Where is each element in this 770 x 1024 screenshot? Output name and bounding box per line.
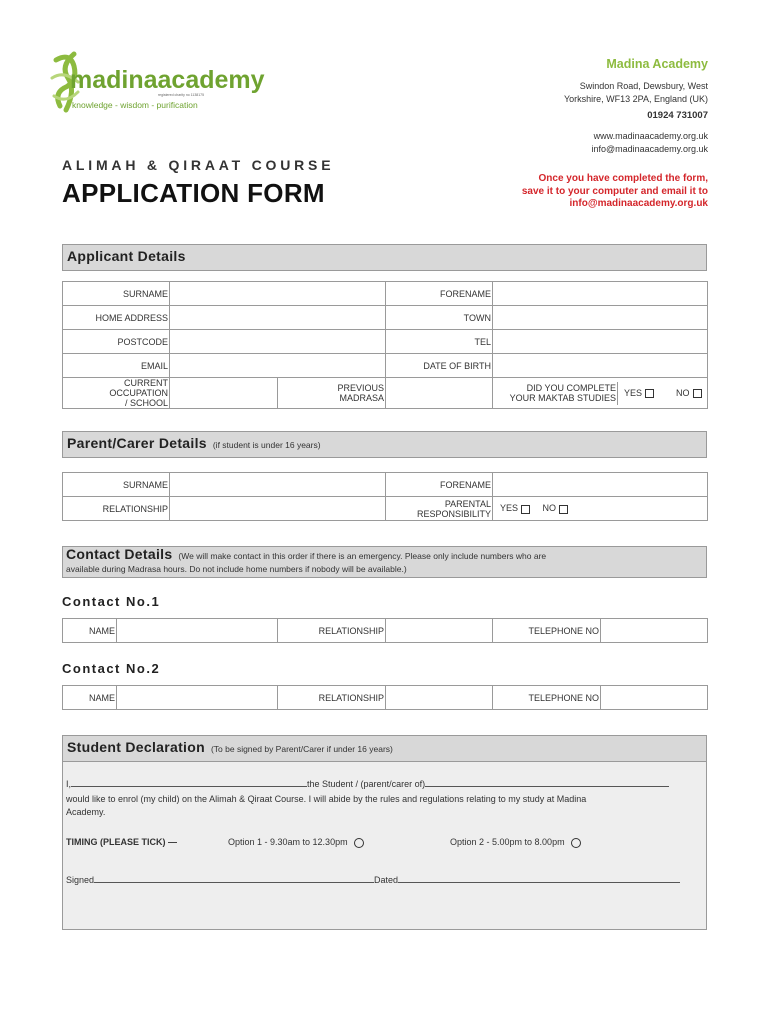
svg-text:knowledge - wisdom - purificat: knowledge - wisdom - purification bbox=[72, 100, 198, 110]
org-web bbox=[591, 130, 708, 156]
org-phone: 01924 731007 bbox=[647, 110, 708, 121]
contact-2-telephone-label: TELEPHONE NO bbox=[493, 686, 601, 710]
email-field[interactable] bbox=[170, 354, 386, 378]
tel-label: TEL bbox=[386, 330, 493, 354]
contact-2-title: Contact No.2 bbox=[62, 661, 161, 676]
town-field[interactable] bbox=[493, 306, 708, 330]
contact-1-name-field[interactable] bbox=[117, 619, 278, 643]
declaration-line-1: I, the Student / (parent/carer of) bbox=[66, 777, 669, 791]
tel-field[interactable] bbox=[493, 330, 708, 354]
parent-forename-label: FORENAME bbox=[386, 473, 493, 497]
madina-academy-logo bbox=[50, 48, 265, 116]
option-1-radio[interactable] bbox=[354, 838, 364, 848]
email-label: EMAIL bbox=[63, 354, 170, 378]
contact-1-relationship-field[interactable] bbox=[386, 619, 493, 643]
parent-forename-field[interactable] bbox=[493, 473, 708, 497]
declaration-line-3: Academy. bbox=[66, 807, 106, 817]
contact-1-table bbox=[62, 618, 708, 643]
signature-line: Signed Dated bbox=[66, 873, 680, 887]
maktab-yes-option[interactable]: YES bbox=[624, 388, 654, 398]
declaration-line-2: would like to enrol (my child) on the Alimah & Qiraat Course. I will abide by the rules and regulations relating to my study at Madina bbox=[66, 794, 587, 804]
signature-blank[interactable] bbox=[94, 873, 374, 883]
madrasa-field[interactable] bbox=[386, 378, 493, 409]
option-1[interactable]: Option 1 - 9.30am to 12.30pm bbox=[228, 836, 364, 849]
home-address-field[interactable] bbox=[170, 306, 386, 330]
contact-1-relationship-label: RELATIONSHIP bbox=[278, 619, 386, 643]
svg-text:madinaacademy: madinaacademy bbox=[70, 66, 265, 94]
occupation-label: CURRENT OCCUPATION / SCHOOL bbox=[63, 378, 170, 409]
parent-table bbox=[62, 472, 708, 521]
date-blank[interactable] bbox=[398, 873, 680, 883]
declaration-box bbox=[62, 735, 707, 930]
submit-note: Once you have completed the form, save it to your computer and email it to info@madinaacademy.org.uk bbox=[521, 173, 708, 209]
contact-2-relationship-field[interactable] bbox=[386, 686, 493, 710]
svg-text:registered charity no 1138175: registered charity no 1138175 bbox=[158, 93, 205, 97]
contact-2-relationship-label: RELATIONSHIP bbox=[278, 686, 386, 710]
option-2[interactable]: Option 2 - 5.00pm to 8.00pm bbox=[450, 836, 581, 849]
org-address: Swindon Road, Dewsbury, West Yorkshire, WF13 2PA, England (UK) bbox=[563, 81, 708, 104]
parent-surname-label: SURNAME bbox=[63, 473, 170, 497]
website-link[interactable]: www.madinaacademy.org.uk bbox=[593, 131, 708, 141]
dob-field[interactable] bbox=[493, 354, 708, 378]
parent-surname-field[interactable] bbox=[170, 473, 386, 497]
contact-1-name-label: NAME bbox=[63, 619, 117, 643]
maktab-yes-checkbox[interactable] bbox=[645, 389, 654, 398]
maktab-question: DID YOU COMPLETE YOUR MAKTAB STUDIES YES NO bbox=[493, 378, 708, 409]
contact-2-table bbox=[62, 685, 708, 710]
contact-1-title: Contact No.1 bbox=[62, 594, 161, 609]
contact-2-name-label: NAME bbox=[63, 686, 117, 710]
parental-responsibility-options bbox=[493, 497, 708, 521]
maktab-no-option[interactable]: NO bbox=[676, 388, 702, 398]
parent-relationship-label: RELATIONSHIP bbox=[63, 497, 170, 521]
postcode-label: POSTCODE bbox=[63, 330, 170, 354]
surname-label: SURNAME bbox=[63, 282, 170, 306]
course-title: ALIMAH & QIRAAT COURSE bbox=[62, 157, 335, 173]
applicant-name-blank[interactable] bbox=[71, 777, 307, 787]
contact-1-telephone-label: TELEPHONE NO bbox=[493, 619, 601, 643]
forename-label: FORENAME bbox=[386, 282, 493, 306]
town-label: TOWN bbox=[386, 306, 493, 330]
parent-relationship-field[interactable] bbox=[170, 497, 386, 521]
contact-2-telephone-field[interactable] bbox=[601, 686, 708, 710]
occupation-field[interactable] bbox=[170, 378, 278, 409]
declaration-section-header: Student Declaration (To be signed by Parent/Carer if under 16 years) bbox=[63, 736, 706, 762]
home-address-label: HOME ADDRESS bbox=[63, 306, 170, 330]
child-name-blank[interactable] bbox=[425, 777, 669, 787]
form-title: APPLICATION FORM bbox=[62, 178, 325, 208]
maktab-no-checkbox[interactable] bbox=[693, 389, 702, 398]
contact-2-name-field[interactable] bbox=[117, 686, 278, 710]
email-link[interactable]: info@madinaacademy.org.uk bbox=[591, 144, 708, 154]
parental-yes-checkbox[interactable] bbox=[521, 505, 530, 514]
dob-label: DATE OF BIRTH bbox=[386, 354, 493, 378]
applicant-section-header: Applicant Details bbox=[62, 244, 707, 271]
postcode-field[interactable] bbox=[170, 330, 386, 354]
parental-responsibility-label: PARENTAL RESPONSIBILITY bbox=[386, 497, 493, 521]
contact-section-header: Contact Details (We will make contact in this order if there is an emergency. Please only include numbers who are available during Madrasa hours. Do not include home numbers if nobody will be available.) bbox=[62, 546, 707, 578]
madrasa-label: PREVIOUS MADRASA bbox=[278, 378, 386, 409]
timing-label: TIMING (PLEASE TICK) — bbox=[66, 837, 177, 847]
parent-section-header: Parent/Carer Details (if student is under 16 years) bbox=[62, 431, 707, 458]
applicant-table bbox=[62, 281, 708, 409]
parental-no-option[interactable]: NO bbox=[543, 503, 569, 513]
org-name: Madina Academy bbox=[606, 57, 708, 71]
contact-1-telephone-field[interactable] bbox=[601, 619, 708, 643]
forename-field[interactable] bbox=[493, 282, 708, 306]
option-2-radio[interactable] bbox=[571, 838, 581, 848]
parental-no-checkbox[interactable] bbox=[559, 505, 568, 514]
surname-field[interactable] bbox=[170, 282, 386, 306]
parental-yes-option[interactable]: YES bbox=[500, 503, 530, 513]
